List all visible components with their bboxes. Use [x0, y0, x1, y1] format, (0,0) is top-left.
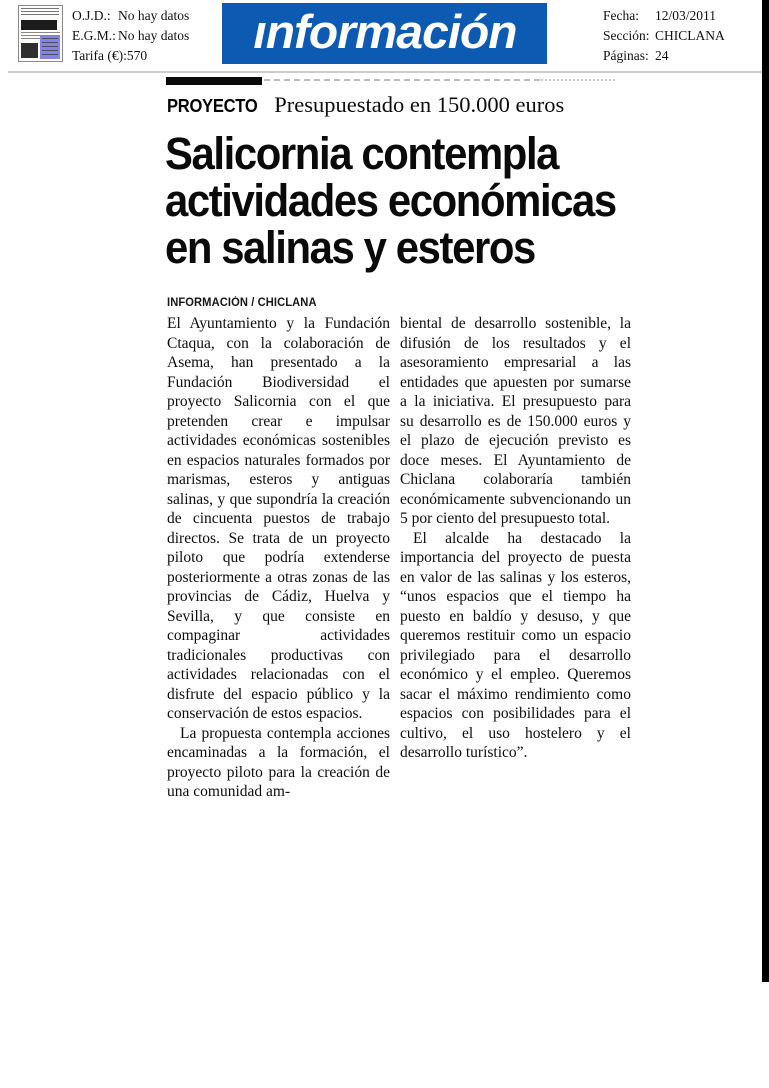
headline-line-1: Salicornia contempla [165, 128, 559, 179]
thumbnail-headline-block [21, 20, 57, 30]
seccion-label: Sección: [603, 28, 650, 43]
newspaper-thumbnail-image [18, 5, 63, 62]
fecha-value: 12/03/2011 [655, 8, 717, 23]
article-top-rule-dots [541, 79, 615, 81]
informacion-masthead-logo [222, 3, 547, 64]
egm-label: E.G.M.: [72, 28, 116, 43]
header-divider-line [8, 71, 769, 73]
thumbnail-ad-marks [42, 38, 58, 57]
scan-edge-strip [762, 0, 769, 982]
egm-row [72, 26, 189, 46]
ojd-row [72, 6, 189, 26]
body-paragraph: El alcalde ha destacado la importancia del proyecto de puesta en valor de las salinas y los esteros, “unos espacios que el tiempo ha puesto en baldío y desuso, y que queremos restituir como un espacio privilegiado para el desarrollo económico y el empleo. Queremos sacar el máximo rendimiento como espacios con posibilidades para el cultivo, el uso hostelero y el desarrollo turístico”. [400, 529, 631, 761]
thumbnail-photo-block [21, 43, 38, 58]
headline-line-3: en salinas y esteros [165, 222, 535, 273]
egm-value: No hay datos [118, 28, 190, 43]
tarifa-row [72, 46, 189, 66]
clipping-meta-left [72, 6, 189, 66]
seccion-row [603, 26, 725, 46]
tarifa-value: 570 [126, 48, 148, 63]
article-top-rule-solid [166, 77, 262, 85]
article-headline [165, 130, 649, 271]
paginas-row [603, 46, 725, 66]
ojd-value: No hay datos [118, 8, 190, 23]
body-paragraph: El Ayuntamiento y la Fundación Ctaqua, con la colaboración de Asema, han presentado a la Fundación Biodiversidad el proyecto Salicornia con el que pretenden crear e impulsar actividades económicas sostenibles en espacios naturales formados por marismas, esteros y antiguas salinas, y que supondría la creación de cincuenta puestos de trabajo directos. Se trata de un proyecto piloto que podría extenderse posteriormente a otras zonas de las provincias de Cádiz, Huelva y Sevilla, y que consiste en compaginar actividades tradicionales productivas con actividades relacionadas con el disfrute del espacio público y la conservación de estos espacios. [167, 315, 390, 722]
seccion-value: CHICLANA [655, 28, 725, 43]
article-body-column-2 [400, 314, 631, 763]
article-byline: INFORMACIÓN / CHICLANA [167, 297, 317, 309]
clipping-meta-right [603, 6, 725, 66]
fecha-row [603, 6, 725, 26]
headline-line-2: actividades económicas [165, 175, 616, 226]
masthead-logo-text: ınformación [252, 4, 517, 58]
paginas-value: 24 [655, 48, 669, 63]
body-paragraph: La propuesta contempla acciones encaminadas a la formación, el proyecto piloto para la creación de una comunidad am- [167, 724, 390, 800]
article-top-rule-dashed [264, 79, 540, 81]
ojd-label: O.J.D.: [72, 8, 111, 23]
kicker-tag: PROYECTO [167, 96, 258, 116]
body-paragraph: biental de desarrollo sostenible, la difusión de los resultados y el asesoramiento empresarial a las entidades que apuesten por sumarse a la iniciativa. El presupuesto para su desarrollo es de 150.000 euros y el plazo de ejecución previsto es doce meses. El Ayuntamiento de Chiclana colaboraría también económicamente subvencionando un 5 por ciento del presupuesto total. [400, 315, 631, 527]
thumbnail-ad-patch [40, 36, 60, 59]
thumbnail-text-smudge [21, 8, 59, 17]
kicker-subtitle: Presupuestado en 150.000 euros [274, 92, 565, 117]
fecha-label: Fecha: [603, 8, 639, 23]
paginas-label: Páginas: [603, 48, 649, 63]
article-kicker [167, 92, 564, 118]
tarifa-label: Tarifa (€): [72, 48, 127, 63]
article-body-column-1 [167, 314, 390, 802]
